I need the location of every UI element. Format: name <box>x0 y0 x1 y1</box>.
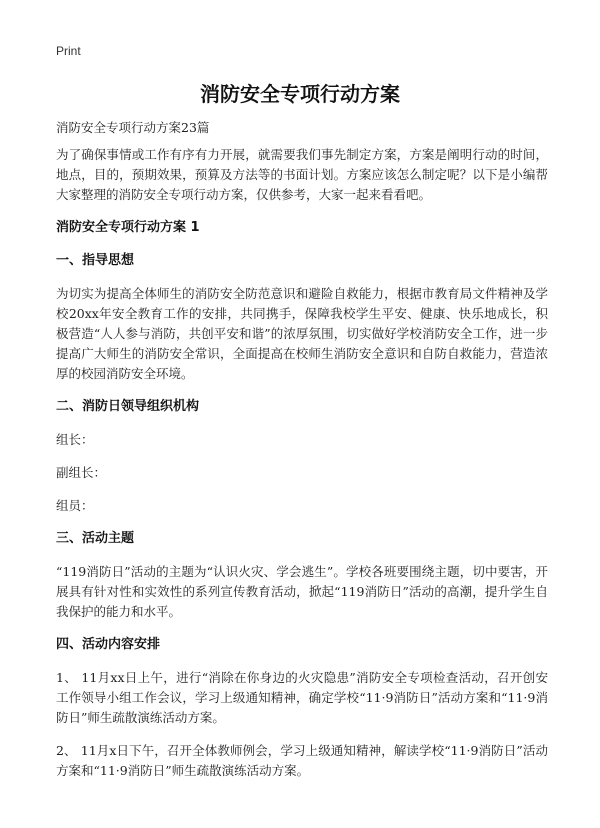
document-subtitle: 消防安全专项行动方案23篇 <box>56 120 210 135</box>
leader-field: 组长： <box>56 432 94 447</box>
member-field: 组员： <box>56 498 94 513</box>
deputy-leader-field: 副组长： <box>56 465 107 480</box>
print-link[interactable]: Print <box>56 44 81 58</box>
document-body <box>56 118 548 794</box>
section-heading-activities: 四、活动内容安排 <box>56 637 161 652</box>
page-title: 消防安全专项行动方案 <box>200 82 400 106</box>
section-body-theme: “119消防日”活动的主题为“认识火灾、学会逃生”。学校各班要围绕主题，切中要害，开展具有针对性和实效性的系列宣传教育活动，掀起“119消防日”活动的高潮，提升学生自我保护的能力和水平。 <box>56 564 548 619</box>
activity-item: 1、 11月xx日上午，进行“消除在你身边的火灾隐患”消防安全专项检查活动，召开创安工作领导小组工作会议，学习上级通知精神，确定学校“11·9消防日”活动方案和“11·9消防日”师生疏散演练活动方案。 <box>56 670 548 725</box>
section-heading-theme: 三、活动主题 <box>56 531 135 546</box>
section-body-guiding-ideology: 为切实为提高全体师生的消防安全防范意识和避险自救能力，根据市教育局文件精神及学校20xx年安全教育工作的安排，共同携手，保障我校学生平安、健康、快乐地成长，积极营造“人人参与消防，共创平安和谐”的浓厚氛围，切实做好学校消防安全工作，进一步提高广大师生的消防安全常识，全面提高在校师生消防安全意识和自防自救能力，营造浓厚的校园消防安全环境。 <box>56 286 548 381</box>
section-heading-guiding-ideology: 一、指导思想 <box>56 253 135 268</box>
intro-paragraph: 为了确保事情或工作有序有力开展，就需要我们事先制定方案，方案是阐明行动的时间，地点，目的，预期效果，预算及方法等的书面计划。方案应该怎么制定呢？以下是小编帮大家整理的消防安全专项行动方案，仅供参考，大家一起来看看吧。 <box>56 147 548 202</box>
activity-item: 2、 11月x日下午，召开全体教师例会，学习上级通知精神，解读学校“11·9消防日”活动方案和“11·9消防日”师生疏散演练活动方案。 <box>56 743 548 778</box>
section-heading-leadership: 二、消防日领导组织机构 <box>56 399 200 414</box>
plan-heading: 消防安全专项行动方案 1 <box>56 220 200 235</box>
